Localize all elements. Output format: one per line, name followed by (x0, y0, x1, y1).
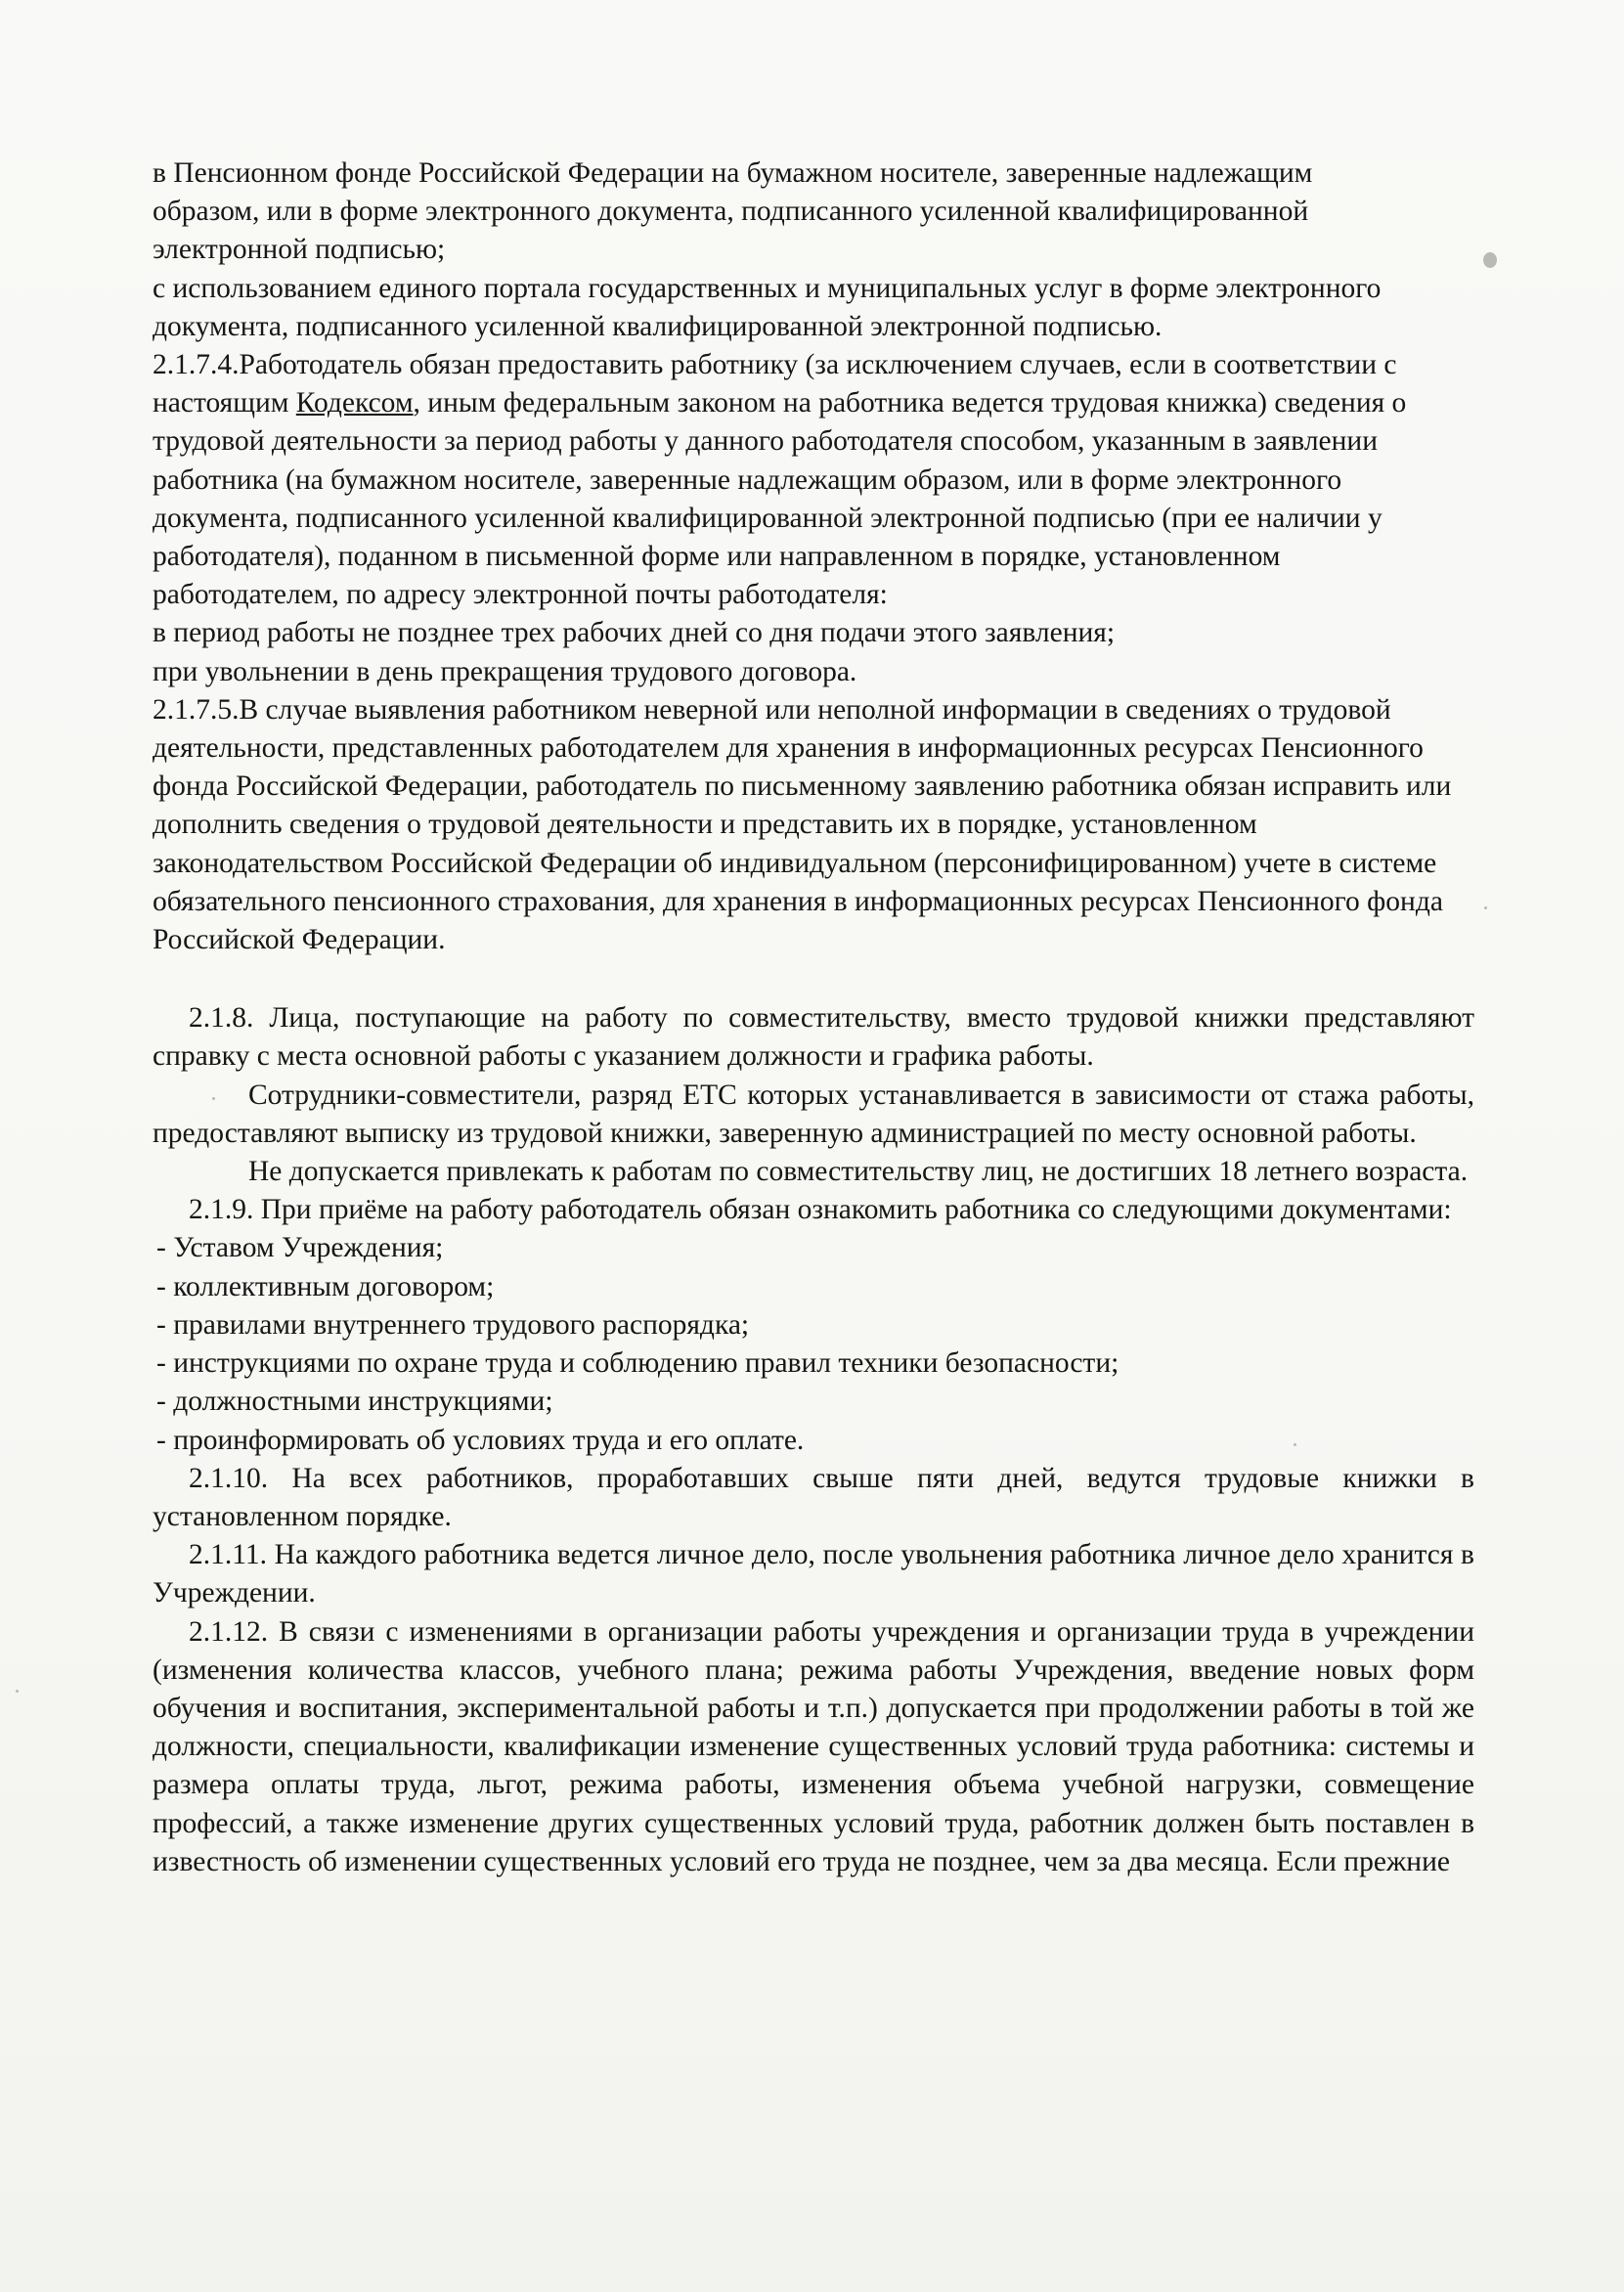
paragraph-2-1-11: 2.1.11. На каждого работника ведется личное дело, после увольнения работника личное дело хранится в Учреждении. (153, 1539, 1474, 1609)
list-item: - коллективным договором; (156, 1270, 495, 1302)
scan-speck (1484, 906, 1487, 909)
paragraph-gosuslugi: с использованием единого портала государственных и муниципальных услуг в форме электронного документа, подписанного усиленной квалифицированной электронной подписью. (153, 272, 1382, 342)
paragraph-2-1-8-third: Не допускается привлекать к работам по совместительству лиц, не достигших 18 летнего возраста. (248, 1156, 1469, 1188)
list-item: - инструкциями по охране труда и соблюдению правил техники безопасности; (156, 1347, 1119, 1380)
paragraph-2-1-9: 2.1.9. При приёме на работу работодатель обязан ознакомить работника со следующими документами: (189, 1194, 1452, 1226)
main-section (153, 999, 1474, 1881)
paragraph-2-1-7-4 (153, 346, 1468, 614)
documents-list (153, 1229, 1474, 1459)
paragraph-2-1-8: 2.1.8. Лица, поступающие на работу по совместительству, вместо трудовой книжки представляют справку с места основной работы с указанием должности и графика работы. (153, 1002, 1474, 1073)
scan-speck (1294, 1443, 1296, 1446)
paragraph-2-1-7-5: 2.1.7.5.В случае выявления работником неверной или неполной информации в сведениях о трудовой деятельности, представленных работодателем для хранения в информационных ресурсах Пенсионного фонда Российской Федерации, работодатель по письменному заявлению работника обязан исправить или дополнить сведения о трудовой деятельности и представить их в порядке, установленном законодательством Российской Федерации об индивидуальном (персонифицированном) учете в системе обязательного пенсионного страхования, для хранения в информационных ресурсах Пенсионного фонда Российской Федерации. (153, 693, 1452, 956)
paragraph-2-1-7-4-end: , иным федеральным законом на работника ведется трудовая книжка) сведения о трудовой деятельности за период работы у данного работодателя способом, указанным в заявлении работника (на бумажном носителе, заверенные надлежащим образом, или в форме электронного документа, подписанного усиленной квалифицированной электронной подписью (при ее наличии у работодателя), поданном в письменной форме или направленном в порядке, установленном работодателем, по адресу электронной почты работодателя: (153, 387, 1407, 611)
paragraph-2-1-12: 2.1.12. В связи с изменениями в организации работы учреждения и организации труда в учреждении (изменения количества классов, учебного плана; режима работы Учреждения, введение новых форм обучения и воспитания, экспериментальной работы и т.п.) допускается при продолжении работы в той же должности, специальности, квалификации изменение существенных условий труда работника: системы и размера оплаты труда, льгот, режима работы, изменения объема учебной нагрузки, совмещение профессий, а также изменение других существенных условий труда, работник должен быть поставлен в известность об изменении существенных условий его труда не позднее, чем за два месяца. Если прежние (153, 1615, 1474, 1877)
paragraph-pension-fund: в Пенсионном фонде Российской Федерации на бумажном носителе, заверенные надлежащим образом, или в форме электронного документа, подписанного усиленной квалифицированной электронной подписью; (153, 157, 1313, 266)
paragraph-working-period: в период работы не позднее трех рабочих дней со дня подачи этого заявления; (153, 617, 1116, 649)
document-body (153, 154, 1474, 1881)
paragraph-2-1-7-4-start: 2.1.7.4.Работодатель обязан предоставить работнику (за исключением случаев, если в соответствии с настоящим (153, 349, 1397, 419)
scan-speck (212, 1097, 215, 1100)
section-gap (153, 959, 1474, 999)
list-item: - Уставом Учреждения; (156, 1232, 444, 1264)
list-item: - правилами внутреннего трудового распорядка; (156, 1308, 750, 1341)
top-section (153, 154, 1474, 959)
list-item: - должностными инструкциями; (156, 1386, 553, 1418)
scan-speck (16, 1690, 19, 1693)
scan-speck (1483, 252, 1497, 268)
paragraph-2-1-8-second: Сотрудники-совместители, разряд ЕТС которых устанавливается в зависимости от стажа работы, предоставляют выписку из трудовой книжки, заверенную администрацией по месту основной работы. (153, 1079, 1474, 1149)
paragraph-dismissal: при увольнении в день прекращения трудового договора. (153, 655, 857, 687)
list-item: - проинформировать об условиях труда и его оплате. (156, 1424, 805, 1456)
kodeks-link[interactable]: Кодексом (295, 387, 414, 419)
paragraph-2-1-10: 2.1.10. На всех работников, проработавших свыше пяти дней, ведутся трудовые книжки в установленном порядке. (153, 1462, 1474, 1532)
